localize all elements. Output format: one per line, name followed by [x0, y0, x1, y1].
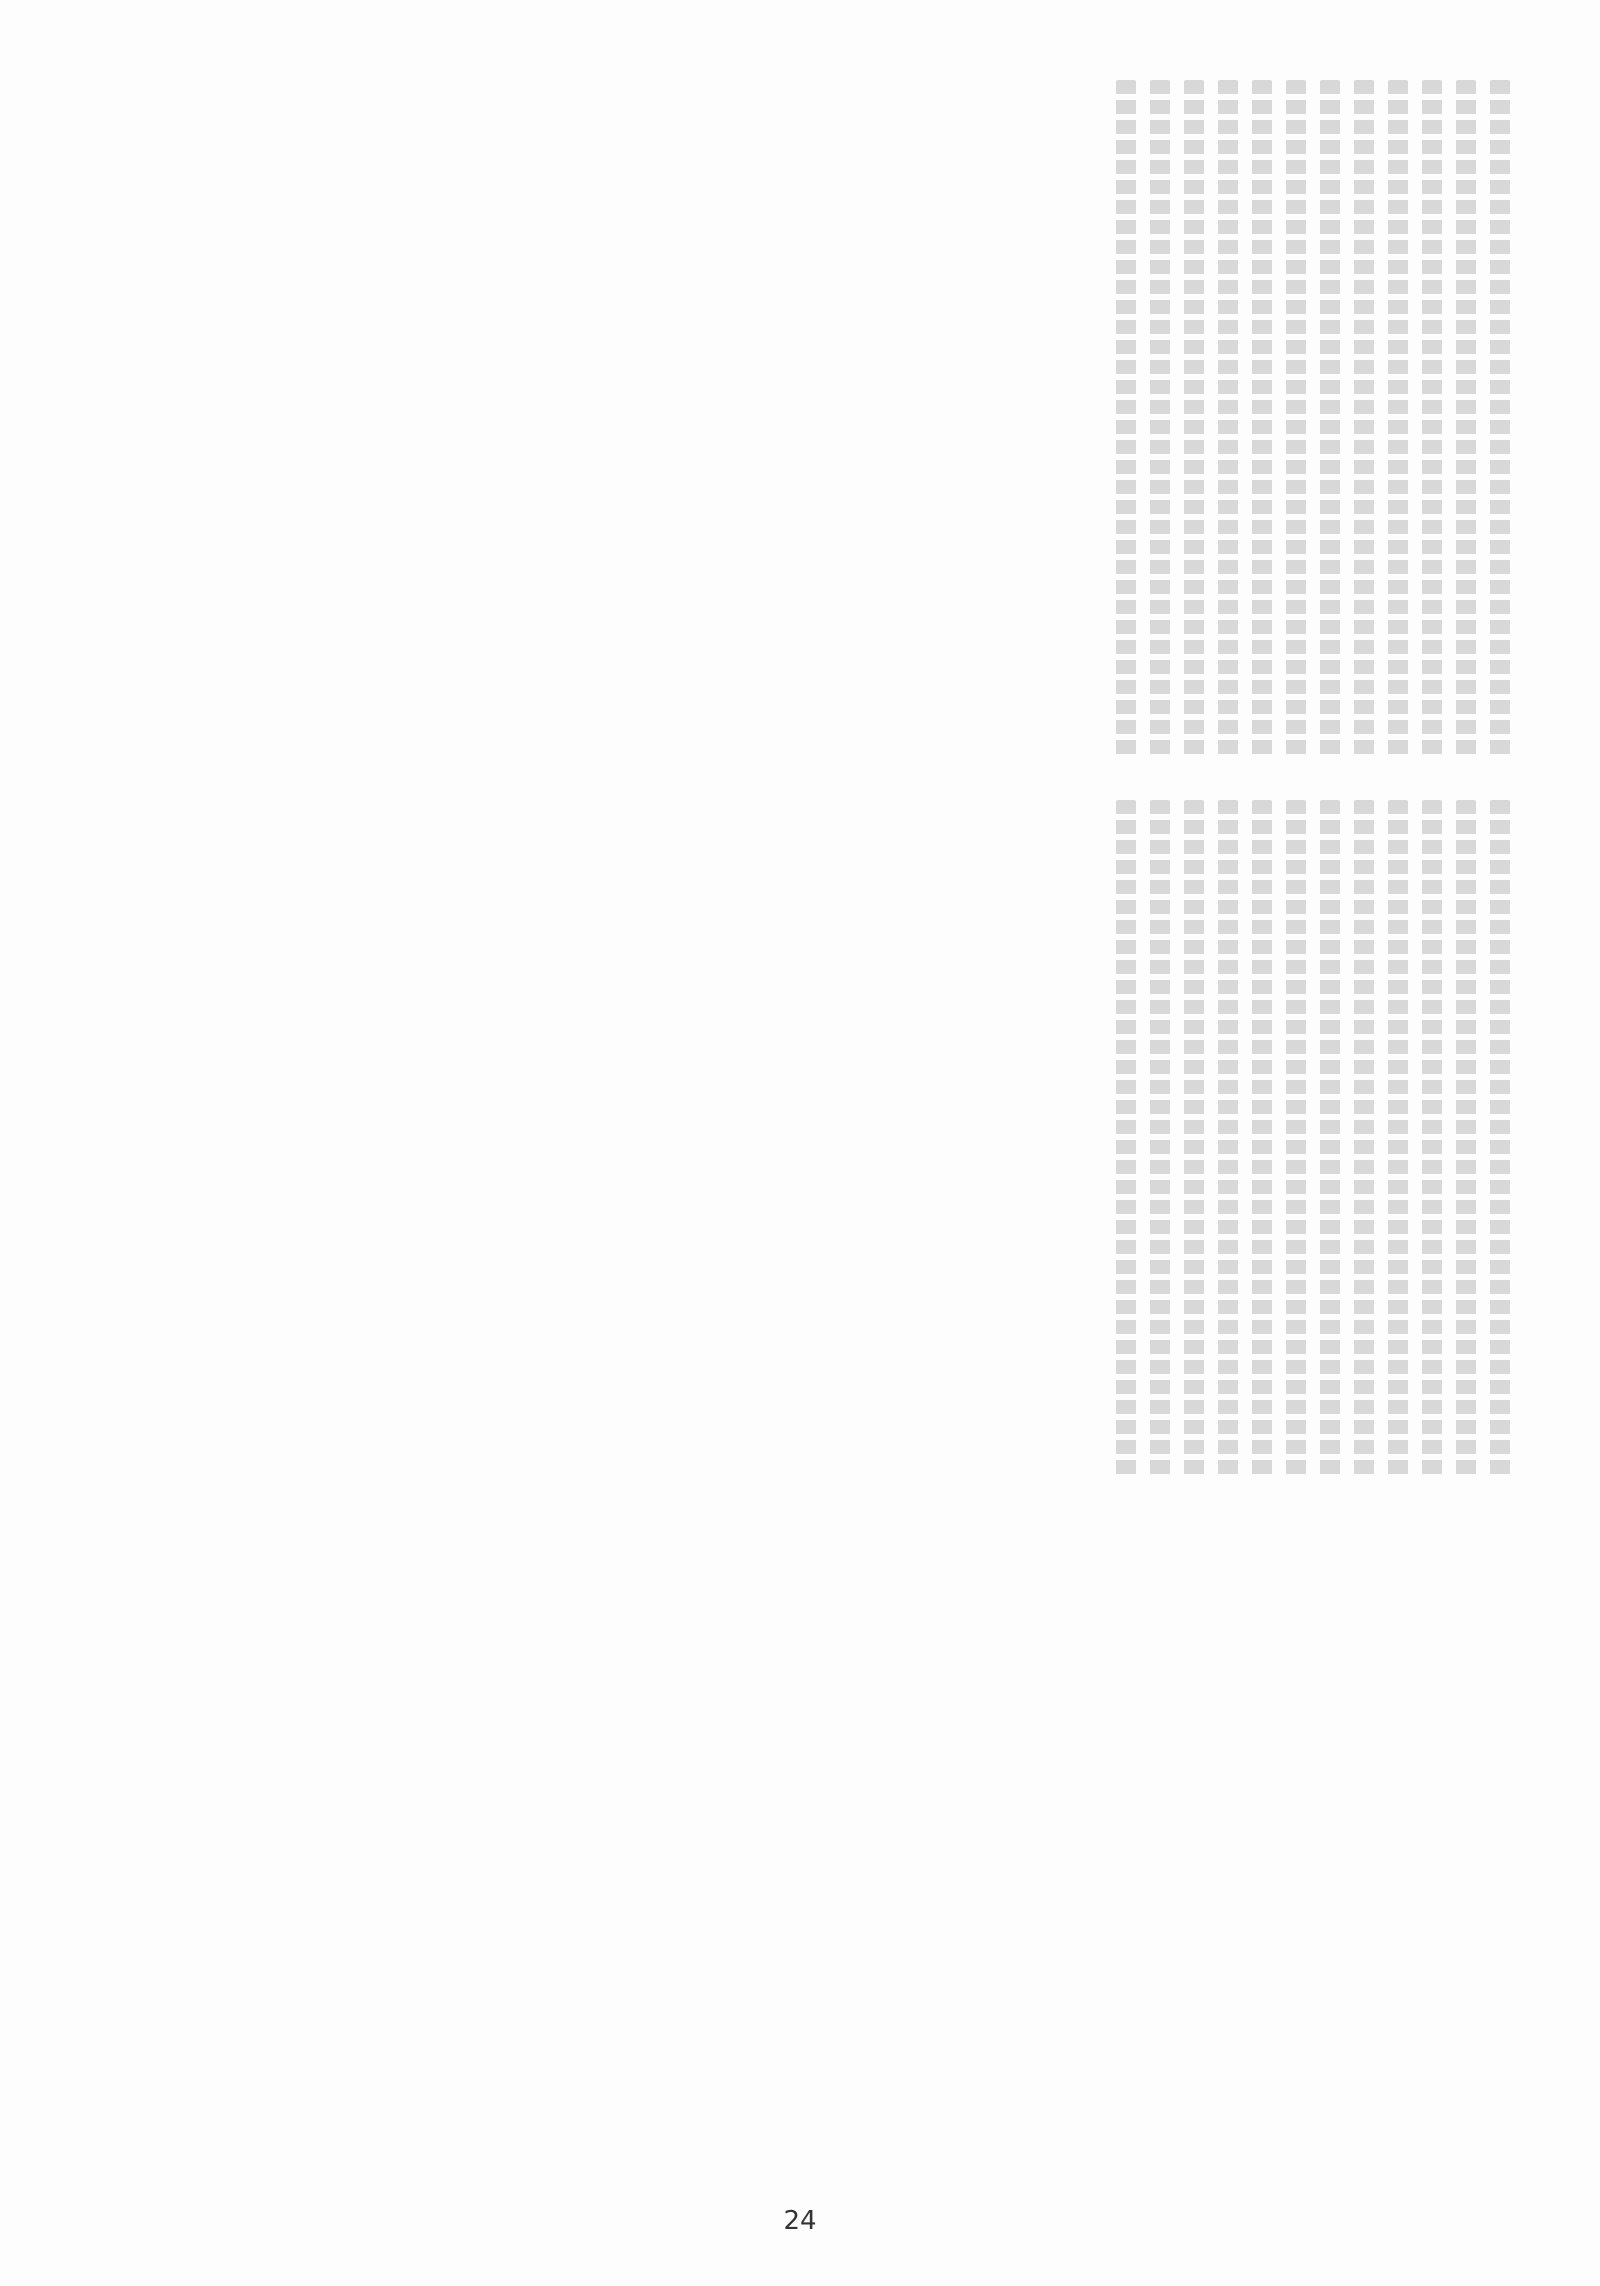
redacted-column [1184, 80, 1204, 760]
redacted-column [1388, 80, 1408, 760]
redacted-column [1354, 80, 1374, 760]
redacted-column [1422, 800, 1442, 1480]
redacted-column [1252, 800, 1272, 1480]
redacted-column [1116, 800, 1136, 1480]
text-block-redacted [90, 80, 1510, 760]
redacted-column [1286, 80, 1306, 760]
redacted-column [1422, 80, 1442, 760]
redacted-column [1116, 80, 1136, 760]
redacted-column [1218, 80, 1238, 760]
redacted-column [1150, 80, 1170, 760]
redacted-column [1456, 800, 1476, 1480]
redacted-column [1320, 80, 1340, 760]
redacted-column [1490, 80, 1510, 760]
page-number: 24 [783, 2206, 817, 2236]
redacted-column [1218, 800, 1238, 1480]
redacted-column [1184, 800, 1204, 1480]
text-block-redacted [90, 800, 1510, 1480]
redacted-column [1456, 80, 1476, 760]
redacted-column [1252, 80, 1272, 760]
redacted-column [1388, 800, 1408, 1480]
redacted-column [1286, 800, 1306, 1480]
redacted-column [1150, 800, 1170, 1480]
redacted-column [1320, 800, 1340, 1480]
redacted-column [1490, 800, 1510, 1480]
redacted-column [1354, 800, 1374, 1480]
